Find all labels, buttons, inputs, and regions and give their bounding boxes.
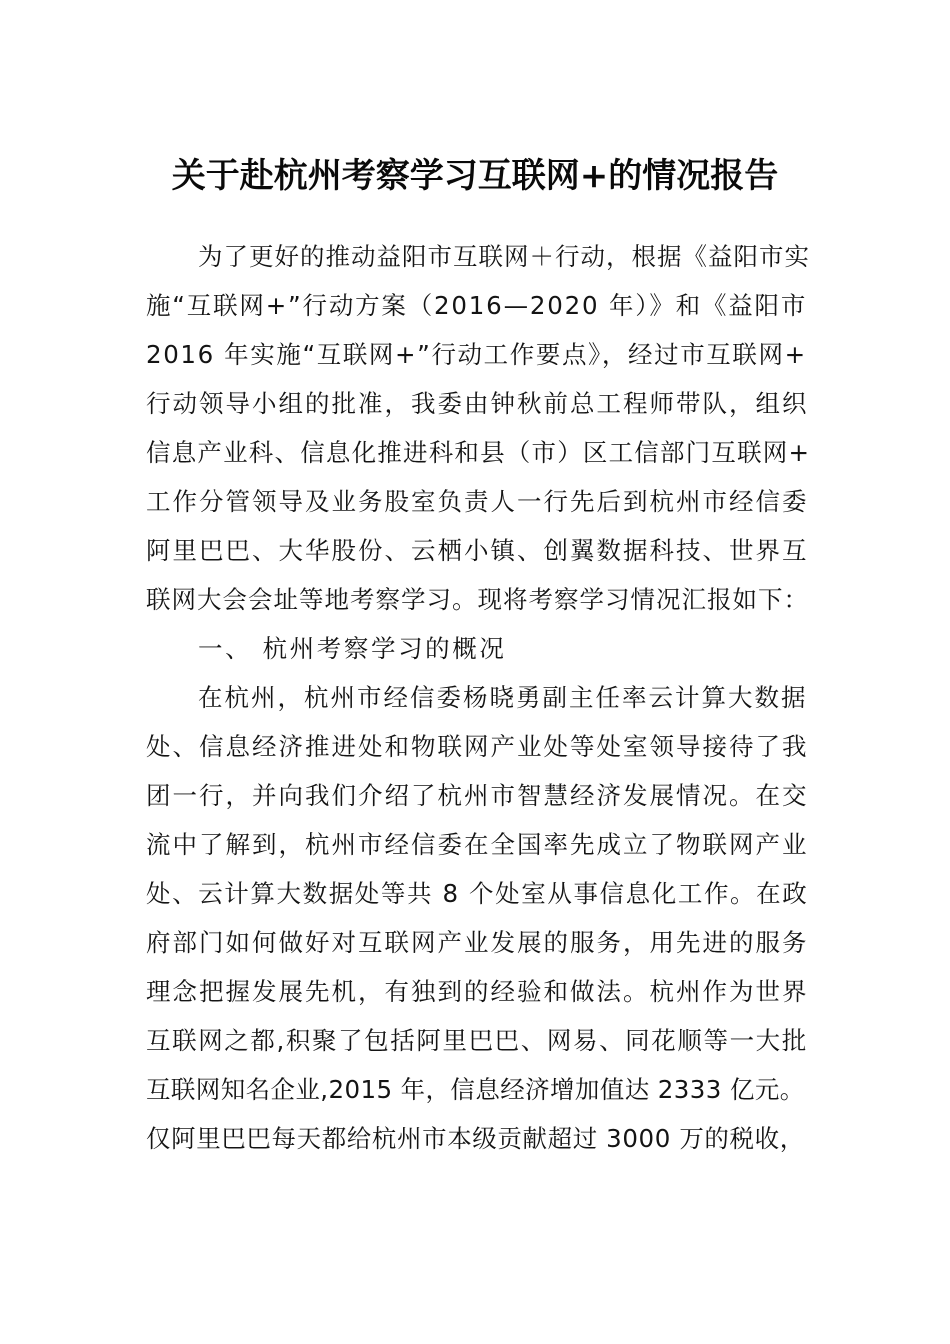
document-title: 关于赴杭州考察学习互联网+的情况报告 [171, 156, 779, 196]
paragraph-line: 联网大会会址等地考察学习。现将考察学习情况汇报如下： [146, 585, 809, 614]
document-body [146, 232, 810, 1163]
paragraph-line: 互联网知名企业,2015 年，信息经济增加值达 2333 亿元。 [146, 1075, 805, 1104]
paragraph-line: 为了更好的推动益阳市互联网＋行动，根据《益阳市实 [198, 242, 810, 271]
paragraph-line: 处、云计算大数据处等共 8 个处室从事信息化工作。在政 [146, 879, 809, 908]
paragraph-line: 仅阿里巴巴每天都给杭州市本级贡献超过 3000 万的税收， [146, 1124, 805, 1153]
paragraph-line: 在杭州，杭州市经信委杨晓勇副主任率云计算大数据 [198, 683, 808, 712]
paragraph-line: 处、信息经济推进处和物联网产业处等处室领导接待了我 [146, 732, 809, 761]
section-heading: 一、 杭州考察学习的概况 [198, 634, 507, 663]
paragraph-line: 施“互联网+”行动方案（2016—2020 年）》和《益阳市 [146, 291, 808, 320]
paragraph-line: 流中了解到，杭州市经信委在全国率先成立了物联网产业 [146, 830, 809, 859]
paragraph-line: 工作分管领导及业务股室负责人一行先后到杭州市经信委 [146, 487, 809, 516]
paragraph-line: 团一行，并向我们介绍了杭州市智慧经济发展情况。在交 [146, 781, 809, 810]
paragraph-line: 阿里巴巴、大华股份、云栖小镇、创翼数据科技、世界互 [146, 536, 809, 565]
paragraph-line: 互联网之都,积聚了包括阿里巴巴、网易、同花顺等一大批 [146, 1026, 808, 1055]
paragraph-line: 理念把握发展先机，有独到的经验和做法。杭州作为世界 [146, 977, 809, 1006]
paragraph-line: 行动领导小组的批准，我委由钟秋前总工程师带队，组织 [146, 389, 809, 418]
paragraph-line: 府部门如何做好对互联网产业发展的服务，用先进的服务 [146, 928, 809, 957]
paragraph-line: 2016 年实施“互联网+”行动工作要点》，经过市互联网+ [146, 340, 807, 369]
paragraph-line: 信息产业科、信息化推进科和县（市）区工信部门互联网+ [146, 438, 811, 467]
